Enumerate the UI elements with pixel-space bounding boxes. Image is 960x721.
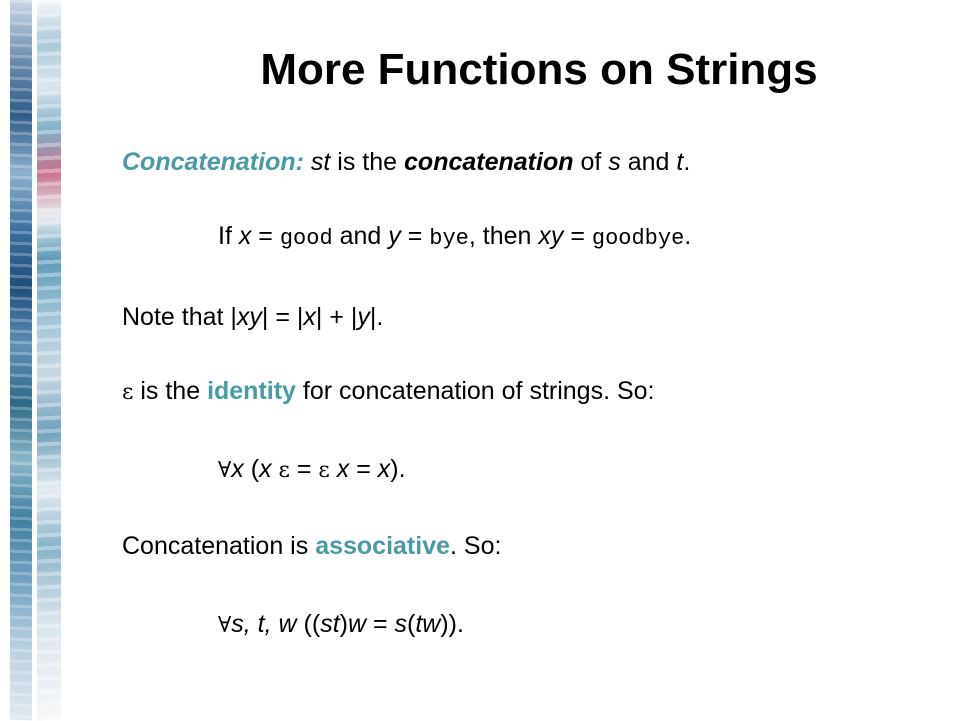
text-then: , then xyxy=(468,222,539,250)
term-concatenation: concatenation xyxy=(404,148,574,176)
decorative-border-right xyxy=(37,0,61,721)
var-list: s, t, w xyxy=(231,610,297,638)
var-x: x xyxy=(303,303,316,331)
var-w: w xyxy=(347,610,367,638)
var-x: x xyxy=(377,455,391,483)
text-equals-1: = xyxy=(251,222,280,250)
text-and: and xyxy=(620,148,677,176)
var-y: y xyxy=(357,303,370,331)
epsilon-symbol: ε xyxy=(278,458,290,483)
var-x: x xyxy=(329,455,350,483)
text-note-prefix: Note that | xyxy=(122,303,237,331)
forall-symbol: ∀ xyxy=(218,613,232,638)
concatenation-example xyxy=(218,220,691,255)
identity-statement xyxy=(122,375,655,409)
text-period: . xyxy=(683,148,691,176)
var-xy: xy xyxy=(236,303,262,331)
text-assoc-prefix: Concatenation is xyxy=(122,532,316,560)
text-if: If xyxy=(218,222,239,250)
associativity-statement xyxy=(122,530,501,562)
var-xy: xy xyxy=(538,222,564,250)
text-mid-2: | + | xyxy=(315,303,358,331)
term-identity: identity xyxy=(207,377,296,405)
text-close-paren: ). xyxy=(390,455,406,483)
text-is-the: is the xyxy=(133,377,208,405)
var-s: s xyxy=(394,610,408,638)
string-good: good xyxy=(279,226,333,251)
epsilon-symbol: ε xyxy=(122,380,134,405)
text-equals-2: = xyxy=(349,455,378,483)
epsilon-symbol: ε xyxy=(318,458,330,483)
var-x: x xyxy=(238,222,252,250)
var-s: s xyxy=(608,148,621,176)
text-and: and xyxy=(332,222,389,250)
concatenation-definition xyxy=(122,146,690,178)
text-end: |. xyxy=(369,303,384,331)
text-open-paren-2: ( xyxy=(407,610,416,638)
text-close-paren-1: ) xyxy=(339,610,348,638)
string-goodbye: goodbye xyxy=(591,226,685,251)
text-open-parens: (( xyxy=(296,610,321,638)
var-x: x xyxy=(259,455,272,483)
length-note xyxy=(122,301,383,333)
text-equals-3: = xyxy=(563,222,592,250)
var-y: y xyxy=(388,222,401,250)
term-associative: associative xyxy=(315,532,451,560)
text-of: of xyxy=(573,148,609,176)
text-equals: = xyxy=(366,610,395,638)
var-st: st xyxy=(320,610,340,638)
decorative-border-left xyxy=(10,0,32,720)
text-close-parens: )). xyxy=(440,610,464,638)
page-title: More Functions on Strings xyxy=(260,45,818,94)
associativity-formula xyxy=(218,608,464,642)
text-open-paren: ( xyxy=(243,455,260,483)
var-x: x xyxy=(231,455,244,483)
string-bye: bye xyxy=(429,226,469,251)
text-equals-2: = xyxy=(400,222,430,250)
var-t: t xyxy=(676,148,684,176)
forall-symbol: ∀ xyxy=(218,458,232,483)
text-period: . xyxy=(684,222,692,250)
identity-formula xyxy=(218,453,406,487)
text-is-the: is the xyxy=(330,148,405,176)
concatenation-label: Concatenation: xyxy=(122,148,304,176)
var-tw: tw xyxy=(415,610,441,638)
text-assoc-rest: . So: xyxy=(450,532,502,560)
text-equals-1: = xyxy=(289,455,319,483)
text-mid-1: | = | xyxy=(261,303,304,331)
var-st: st xyxy=(310,148,331,176)
text-identity-rest: for concatenation of strings. So: xyxy=(295,377,655,405)
